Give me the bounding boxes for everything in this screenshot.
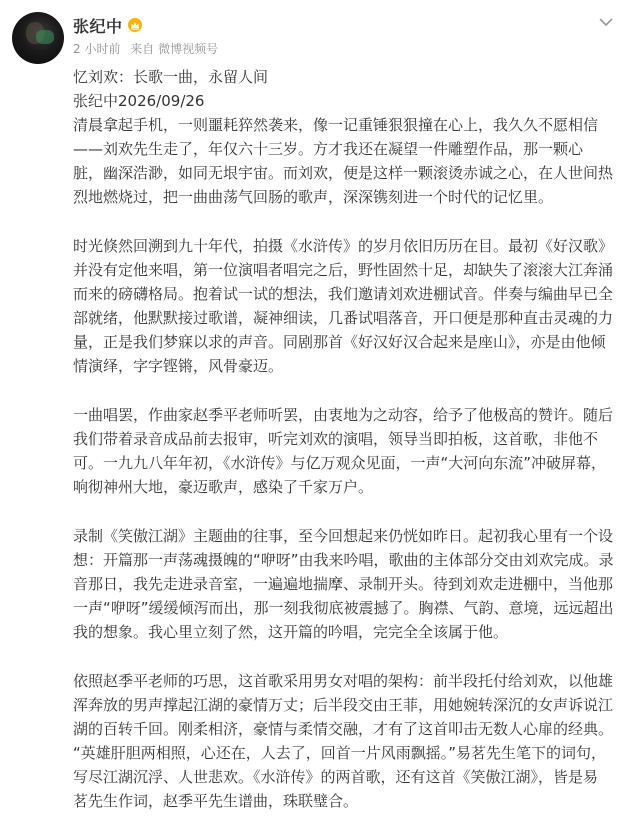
post-source: 来自 微博视频号 — [130, 42, 219, 56]
paragraph-line: 湖的百转千回。刚柔相济，豪情与柔情交融，才有了这首叩击无数人心扉的经典。 — [73, 720, 614, 738]
paragraph-line: 写尽江湖沉浮、人世悲欢。《水浒传》的两首歌，还有这首《笑傲江湖》，皆是易 — [73, 768, 599, 786]
paragraph-line: 量，正是我们梦寐以求的声音。同剧那首《好汉好汉合起来是座山》，亦是由他倾 — [73, 333, 606, 351]
paragraph-line: 清晨拿起手机，一则噩耗猝然袭来，像一记重锤狠狠撞在心上，我久久不愿相信 — [73, 116, 599, 134]
post-paragraph — [73, 524, 621, 644]
paragraph-line: 部就绪，他默默接过歌谱，凝神细读，几番试唱落音，开口便是那种直击灵魂的力 — [73, 309, 614, 327]
paragraph-line: 录制《笑傲江湖》主题曲的往事，至今回想起来仍恍如昨日。起初我心里有一个设 — [73, 527, 614, 545]
avatar-glint — [36, 30, 54, 44]
paragraph-line: 一曲唱罢，作曲家赵季平老师听罢，由衷地为之动容，给予了他极高的赞许。随后 — [73, 406, 614, 424]
paragraph-line: 我们带着录音成品前去报审，听完刘欢的演唱，领导当即拍板，这首歌，非他不 — [73, 430, 599, 448]
paragraph-line: 依照赵季平老师的巧思，这首歌采用男女对唱的架构：前半段托付给刘欢，以他雄 — [73, 672, 614, 690]
post-paragraph — [73, 113, 621, 209]
paragraph-line: 我的想象。我心里立刻了然，这开篇的吟唱，完完全全该属于他。 — [73, 623, 509, 641]
paragraph-line: “英雄肝胆两相照，心还在，人去了，回首一片风雨飘摇。”易茗先生笔下的词句， — [73, 744, 607, 762]
paragraph-line: 茗先生作词，赵季平先生谱曲，珠联璧合。 — [73, 792, 359, 810]
paragraph-line: 时光倏然回溯到九十年代，拍摄《水浒传》的岁月依旧历历在目。最初《好汉歌》 — [73, 237, 614, 255]
post-title: 忆刘欢：长歌一曲，永留人间 — [73, 68, 269, 86]
post-body — [73, 113, 621, 813]
paragraph-line: 烈地燃烧过，把一曲曲荡气回肠的歌声，深深镌刻进一个时代的记忆里。 — [73, 188, 554, 206]
post-paragraph — [73, 669, 621, 813]
post-byline: 张纪中2026/09/26 — [73, 92, 205, 110]
post-paragraph — [73, 403, 621, 499]
paragraph-line: 响彻神州大地，豪迈歌声，感染了千家万户。 — [73, 478, 374, 496]
chevron-down-icon[interactable] — [596, 12, 616, 32]
avatar[interactable] — [12, 12, 64, 64]
paragraph-line: ——刘欢先生走了，年仅六十三岁。方才我还在凝望一件雕塑作品，那一颗心 — [73, 140, 584, 158]
post-meta — [73, 40, 224, 57]
post-content — [73, 65, 621, 838]
author-row — [73, 14, 142, 36]
paragraph-line: 并没有定他来唱，第一位演唱者唱完之后，野性固然十足，却缺失了滚滚大江奔涌 — [73, 261, 614, 279]
paragraph-line: 脏，幽深浩渺，如同无垠宇宙。而刘欢，便是这样一颗滚烫赤诚之心，在人世间热 — [73, 164, 614, 182]
paragraph-line: 一声“咿呀”缓缓倾泻而出，那一刻我彻底被震撼了。胸襟、气韵、意境，远远超出 — [73, 599, 614, 617]
vip-crown-icon — [128, 18, 142, 32]
paragraph-line: 音那日，我先走进录音室，一遍遍地揣摩、录制开头。待到刘欢走进棚中，当他那 — [73, 575, 614, 593]
author-name[interactable]: 张纪中 — [73, 16, 123, 36]
paragraph-line: 浑奔放的男声撑起江湖的豪情万丈；后半段交由王菲，用她婉转深沉的女声诉说江 — [73, 696, 614, 714]
paragraph-line: 可。一九九八年年初，《水浒传》与亿万观众见面，一声“大河向东流”冲破屏幕， — [73, 454, 607, 472]
paragraph-line: 而来的磅礴格局。抱着试一试的想法，我们邀请刘欢进棚试音。伴奏与编曲早已全 — [73, 285, 614, 303]
post-paragraph — [73, 234, 621, 378]
paragraph-line: 想：开篇那一声荡魂摄魄的“咿呀”由我来吟唱，歌曲的主体部分交由刘欢完成。录 — [73, 551, 614, 569]
post-time[interactable]: 2 小时前 — [73, 42, 121, 56]
paragraph-line: 情演绎，字字铿锵，风骨豪迈。 — [73, 357, 284, 375]
post-heading — [73, 65, 621, 113]
